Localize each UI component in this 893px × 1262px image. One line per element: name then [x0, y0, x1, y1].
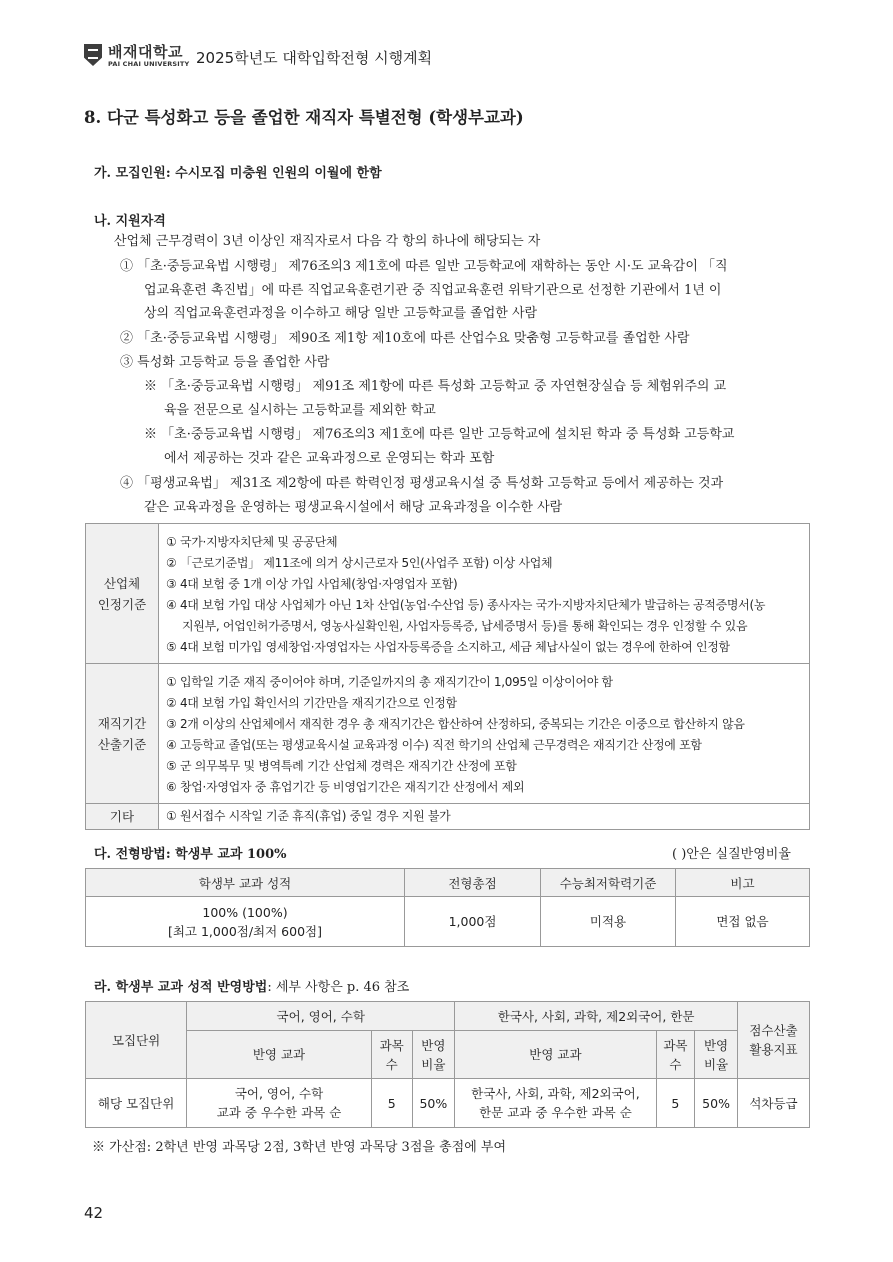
- etc-header: 기타: [86, 804, 159, 830]
- header-line: 활용지표: [749, 1042, 798, 1057]
- subject-cell: [455, 1079, 656, 1128]
- table-row: [86, 897, 810, 947]
- logo-english: PAI CHAI UNIVERSITY: [108, 60, 190, 68]
- shield-icon: [84, 44, 102, 66]
- subject-header: 반영 교과: [187, 1031, 372, 1079]
- header-line: 점수산출: [749, 1023, 798, 1038]
- list-item: ① 입학일 기준 재직 중이어야 하며, 기준일까지의 총 재직기간이 1,095일 이상이어야 함: [166, 675, 613, 689]
- header-line: 반영: [703, 1037, 729, 1053]
- list-item: 같은 교육과정을 운영하는 평생교육시설에서 해당 교육과정을 이수한 사람: [144, 500, 563, 515]
- column-header: 비고: [676, 869, 810, 897]
- header-line: 비율: [421, 1056, 446, 1072]
- list-item: ① 국가·지방자치단체 및 공공단체: [166, 535, 338, 549]
- list-item: ④ 「평생교육법」 제31조 제2항에 따른 학력인정 평생교육시설 중 특성화 고등학교 등에서 제공하는 것과: [120, 476, 724, 491]
- cell-line: 한문 교과 중 우수한 과목 순: [479, 1105, 632, 1120]
- ratio-cell: 50%: [695, 1079, 738, 1128]
- column-header: 수능최저학력기준: [541, 869, 676, 897]
- table-row: [86, 804, 810, 830]
- table-header-row: [86, 1031, 810, 1079]
- list-item: ※ 「초·중등교육법 시행령」 제76조의3 제1호에 따른 일반 고등학교에 설치된 학과 중 특성화 고등학교: [144, 427, 735, 442]
- list-item: ※ 「초·중등교육법 시행령」 제91조 제1항에 따른 특성화 고등학교 중 자연현장실습 등 체험위주의 교: [144, 379, 727, 394]
- list-item: ① 「초·중등교육법 시행령」 제76조의3 제1호에 따른 일반 고등학교에 재학하는 동안 시·도 교육감이 「직: [120, 259, 728, 274]
- header-line: 반영: [421, 1037, 446, 1053]
- period-criteria-header: [86, 664, 159, 804]
- etc-content: ① 원서접수 시작일 기준 휴직(휴업) 중일 경우 지원 불가: [159, 804, 810, 830]
- subject-cell: [187, 1079, 372, 1128]
- list-item: ③ 특성화 고등학교 등을 졸업한 사람: [120, 355, 330, 370]
- recruitment-heading: 가. 모집인원: 수시모집 미충원 인원의 이월에 한함: [94, 166, 382, 181]
- list-item: ④ 4대 보험 가입 대상 사업체가 아닌 1차 산업(농업·수산업 등) 종사자는 국가·지방자치단체가 발급하는 공적증명서(농: [166, 598, 766, 612]
- score-line: 100% (100%): [202, 904, 288, 920]
- heading-bold: 라. 학생부 교과 성적 반영방법: [94, 980, 268, 995]
- cell-line: 한국사, 사회, 과학, 제2외국어,: [471, 1086, 640, 1101]
- group1-header: 국어, 영어, 수학: [187, 1002, 455, 1031]
- cell-line: 교과 중 우수한 과목 순: [216, 1105, 342, 1120]
- list-item: ⑤ 4대 보험 미가입 영세창업·자영업자는 사업자등록증을 소지하고, 세금 체납사실이 없는 경우에 한하여 인정함: [166, 640, 730, 654]
- list-item: ⑤ 군 의무복무 및 병역특례 기간 산업체 경력은 재직기간 산정에 포함: [166, 759, 517, 773]
- eligibility-heading: 나. 지원자격: [94, 214, 166, 229]
- table-row: [86, 1079, 810, 1128]
- count-cell: 5: [656, 1079, 695, 1128]
- remark-cell: 면접 없음: [676, 897, 810, 947]
- header-line: 재직기간: [97, 715, 147, 731]
- header-line: 과목: [379, 1037, 404, 1053]
- cell-line: 국어, 영어, 수학: [234, 1086, 324, 1101]
- header-line: 인정기준: [97, 596, 147, 612]
- score-cell: [86, 897, 405, 947]
- table-row: [86, 664, 810, 804]
- page-number: 42: [84, 1204, 104, 1222]
- grade-method-heading: [94, 976, 409, 995]
- selection-method-heading: 다. 전형방법: 학생부 교과 100%: [94, 847, 287, 862]
- eligibility-intro: 산업체 근무경력이 3년 이상인 재직자로서 다음 각 항의 하나에 해당되는 자: [114, 234, 541, 249]
- list-item: ② 「근로기준법」 제11조에 의거 상시근로자 5인(사업주 포함) 이상 사업체: [166, 556, 553, 570]
- header-line: 과목: [663, 1037, 688, 1053]
- unit-header: 모집단위: [86, 1002, 187, 1079]
- grade-table: [85, 1001, 810, 1128]
- table-header-row: [86, 869, 810, 897]
- total-cell: 1,000점: [405, 897, 541, 947]
- list-item: 에서 제공하는 것과 같은 교육과정으로 운영되는 학과 포함: [164, 451, 495, 466]
- header-line: 산출기준: [97, 736, 147, 752]
- csat-cell: 미적용: [541, 897, 676, 947]
- list-item: ③ 4대 보험 중 1개 이상 가입 사업체(창업·자영업자 포함): [166, 577, 458, 591]
- list-item: ③ 2개 이상의 산업체에서 재직한 경우 총 재직기간은 합산하여 산정하되, 중복되는 기간은 이중으로 합산하지 않음: [166, 717, 745, 731]
- list-item: 상의 직업교육훈련과정을 이수하고 해당 일반 고등학교를 졸업한 사람: [144, 306, 538, 321]
- list-item: ⑥ 창업·자영업자 중 휴업기간 등 비영업기간은 재직기간 산정에서 제외: [166, 780, 525, 794]
- index-cell: 석차등급: [737, 1079, 809, 1128]
- ratio-header: [695, 1031, 738, 1079]
- industry-criteria-content: [159, 524, 810, 664]
- ratio-header: [412, 1031, 455, 1079]
- period-criteria-content: [159, 664, 810, 804]
- criteria-table: [85, 523, 810, 830]
- unit-cell: 해당 모집단위: [86, 1079, 187, 1128]
- document-title: 2025학년도 대학입학전형 시행계획: [196, 49, 433, 67]
- index-header: [737, 1002, 809, 1079]
- list-item: 업교육훈련 촉진법」에 따른 직업교육훈련기관 중 직업교육훈련 위탁기관으로 선정한 기관에서 1년 이: [144, 283, 722, 298]
- table-row: [86, 524, 810, 664]
- logo-korean: 배재대학교: [108, 43, 183, 61]
- group2-header: 한국사, 사회, 과학, 제2외국어, 한문: [455, 1002, 738, 1031]
- list-item: 지원부, 어업인허가증명서, 영농사실확인원, 사업자등록증, 납세증명서 등)를 통해 확인되는 경우 인정할 수 있음: [182, 619, 748, 633]
- count-header: [371, 1031, 412, 1079]
- header-line: 산업체: [103, 575, 141, 591]
- column-header: 전형총점: [405, 869, 541, 897]
- table-header-row: [86, 1002, 810, 1031]
- section-title: 8. 다군 특성화고 등을 졸업한 재직자 특별전형 (학생부교과): [84, 108, 524, 127]
- industry-criteria-header: [86, 524, 159, 664]
- header-line: 비율: [703, 1056, 729, 1072]
- column-header: 학생부 교과 성적: [86, 869, 405, 897]
- heading-rest: : 세부 사항은 p. 46 참조: [267, 980, 410, 995]
- list-item: ④ 고등학교 졸업(또는 평생교육시설 교육과정 이수) 직전 학기의 산업체 근무경력은 재직기간 산정에 포함: [166, 738, 702, 752]
- bonus-footnote: ※ 가산점: 2학년 반영 과목당 2점, 3학년 반영 과목당 3점을 총점에 부여: [92, 1140, 507, 1155]
- score-line: [최고 1,000점/최저 600점]: [167, 923, 322, 939]
- header-line: 수: [385, 1056, 398, 1072]
- list-item: ② 「초·중등교육법 시행령」 제90조 제1항 제10호에 따른 산업수요 맞춤형 고등학교를 졸업한 사람: [120, 331, 690, 346]
- list-item: 육을 전문으로 실시하는 고등학교를 제외한 학교: [164, 403, 436, 418]
- header-line: 수: [669, 1056, 682, 1072]
- count-cell: 5: [371, 1079, 412, 1128]
- ratio-cell: 50%: [412, 1079, 455, 1128]
- subject-header: 반영 교과: [455, 1031, 656, 1079]
- list-item: ② 4대 보험 가입 확인서의 기간만을 재직기간으로 인정함: [166, 696, 457, 710]
- ratio-note: ( )안은 실질반영비율: [672, 847, 791, 862]
- selection-table: [85, 868, 810, 947]
- count-header: [656, 1031, 695, 1079]
